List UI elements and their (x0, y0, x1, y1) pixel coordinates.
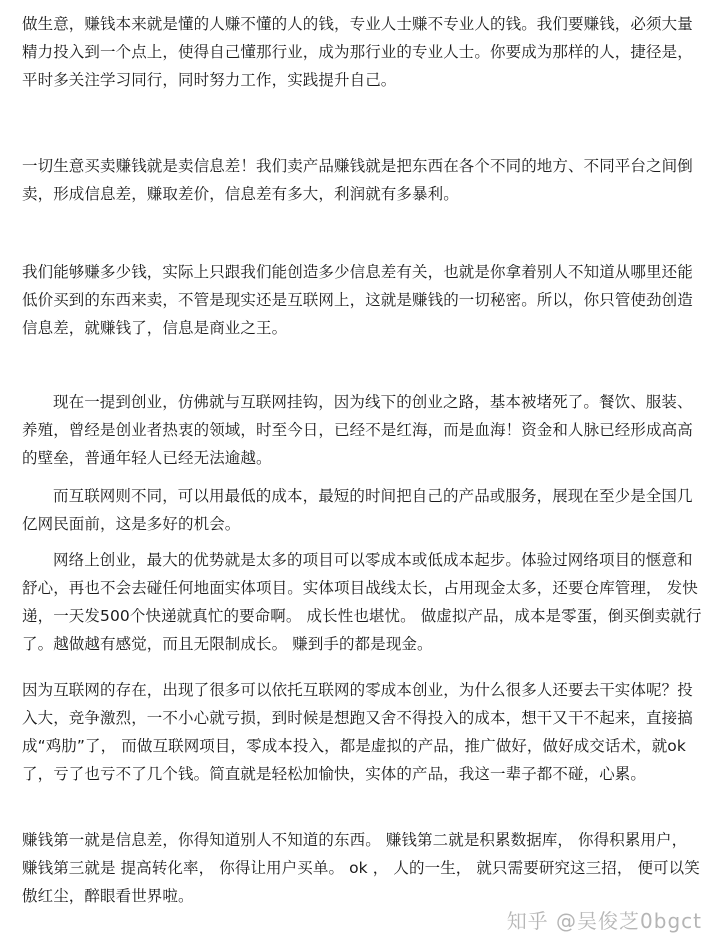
paragraph-7: 因为互联网的存在，出现了很多可以依托互联网的零成本创业，为什么很多人还要去干实体呢？投入大，竞争激烈，一不小心就亏损，到时候是想跑又舍不得投入的成本，想干又干不起来，直接搞成“鸡肋”了， 而做互联网项目，零成本投入，都是虚拟的产品，推广做好，做好成交话术，就ok了，亏了也亏不了几个钱。简直就是轻松加愉快，实体的产品，我这一辈子都不碰，心累。 (22, 681, 693, 783)
paragraph-1: 做生意，赚钱本来就是懂的人赚不懂的人的钱，专业人士赚不专业人的钱。我们要赚钱，必须大量精力投入到一个点上，使得自己懂那行业，成为那行业的专业人士。你要成为那样的人，捷径是，平时多关注学习同行，同时努力工作，实践提升自己。 (22, 15, 693, 89)
paragraph-5: 而互联网则不同，可以用最低的成本，最短的时间把自己的产品或服务，展现在至少是全国几亿网民面前，这是多好的机会。 (22, 487, 693, 533)
paragraph-3: 我们能够赚多少钱，实际上只跟我们能创造多少信息差有关，也就是你拿着别人不知道从哪里还能低价买到的东西来卖，不管是现实还是互联网上，这就是赚钱的一切秘密。所以，你只管使劲创造信息差，就赚钱了，信息是商业之王。 (22, 263, 693, 337)
paragraph-6: 网络上创业，最大的优势就是太多的项目可以零成本或低成本起步。体验过网络项目的惬意和舒心，再也不会去碰任何地面实体项目。实体项目战线太长，占用现金太多，还要仓库管理， 发快递，一天发500个快递就真忙的要命啊。 成长性也堪忧。 做虚拟产品，成本是零蛋，倒买倒卖就行了。越做越有感觉，而且无限制成长。 赚到手的都是现金。 (22, 551, 702, 653)
paragraph-2: 一切生意买卖赚钱就是卖信息差！我们卖产品赚钱就是把东西在各个不同的地方、不同平台之间倒卖，形成信息差，赚取差价，信息差有多大，利润就有多暴利。 (22, 157, 693, 203)
paragraph-4: 现在一提到创业，仿佛就与互联网挂钩，因为线下的创业之路，基本被堵死了。餐饮、服装、养殖，曾经是创业者热衷的领域，时至今日，已经不是红海，而是血海！资金和人脉已经形成高高的壁垒，普通年轻人已经无法逾越。 (22, 393, 693, 467)
zhihu-watermark: 知乎 @吴俊芝0bgct (506, 909, 702, 933)
paragraph-8: 赚钱第一就是信息差，你得知道别人不知道的东西。 赚钱第二就是积累数据库， 你得积累用户， 赚钱第三就是 提高转化率， 你得让用户买单。 ok ， 人的一生， 就只需要研究这三招， 便可以笑傲红尘，醉眼看世界啦。 (22, 831, 700, 905)
